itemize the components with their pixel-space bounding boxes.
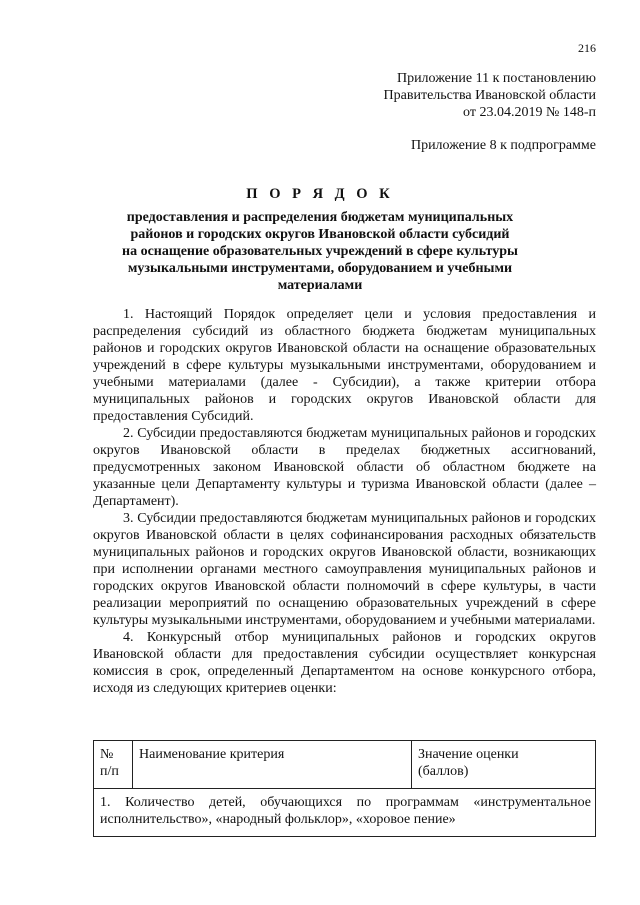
- header-num-cell: [94, 741, 133, 789]
- table-header-row: [94, 741, 596, 789]
- document-subtitle-line: музыкальными инструментами, оборудованием и учебными: [127, 261, 513, 276]
- table-row: [94, 789, 596, 837]
- header-name-cell: [133, 741, 412, 789]
- criteria-table: [93, 740, 596, 837]
- document-body: [93, 306, 596, 697]
- header-score-label: Значение оценки: [418, 747, 519, 762]
- appendix-header-line: Приложение 11 к постановлению: [396, 71, 596, 86]
- paragraph-4: 4. Конкурсный отбор муниципальных районов и городских округов Ивановской области для предоставления субсидии осуществляет конкурсная комиссия в срок, определенный Департаментом на основе конкурсного отбора, исходя из следующих критериев оценки:: [93, 630, 596, 696]
- document-title-block: [100, 186, 540, 294]
- header-score-label: (баллов): [418, 764, 469, 779]
- header-num-label: №: [100, 747, 114, 762]
- paragraph-1: 1. Настоящий Порядок определяет цели и условия предоставления и распределения субсидий из областного бюджета бюджетам муниципальных районов и городских округов Ивановской области на оснащение образовательных учреждений в сфере культуры музыкальными инструментами, оборудованием и учебными материалами (далее - Субсидии), а также критерии отбора муниципальных районов и городских округов Ивановской области для предоставления Субсидий.: [93, 307, 596, 424]
- criterion-cell: 1. Количество детей, обучающихся по программам «инструментальное исполнительство», «народный фольклор», «хоровое пение»: [94, 789, 596, 837]
- paragraph-3: 3. Субсидии предоставляются бюджетам муниципальных районов и городских округов Ивановской области в целях софинансирования расходных обязательств муниципальных районов и городских округов Ивановской области, возникающих при исполнении органами местного самоуправления муниципальных районов и городских округов Ивановской области полномочий в сфере культуры, в части реализации мероприятий по оснащению образовательных учреждений в сфере культуры музыкальными инструментами, оборудованием и учебными материалами.: [93, 511, 596, 628]
- document-subtitle-line: предоставления и распределения бюджетам муниципальных: [126, 210, 514, 225]
- header-num-label: п/п: [100, 764, 119, 779]
- header-name-label: Наименование критерия: [139, 747, 285, 762]
- header-score-cell: [412, 741, 596, 789]
- document-subtitle-line: материалами: [277, 278, 363, 293]
- paragraph-2: 2. Субсидии предоставляются бюджетам муниципальных районов и городских округов Ивановской области в пределах бюджетных ассигнований, предусмотренных законом Ивановской области об областном бюджете на указанные цели Департаменту культуры и туризма Ивановской области (далее – Департамент).: [93, 426, 596, 509]
- document-subtitle-line: районов и городских округов Ивановской области субсидий: [130, 227, 510, 242]
- appendix-header-line: от 23.04.2019 № 148-п: [463, 105, 596, 120]
- appendix-header-line: Правительства Ивановской области: [383, 88, 596, 103]
- appendix-header: [384, 70, 596, 121]
- appendix-subprogram: Приложение 8 к подпрограмме: [410, 138, 596, 153]
- page-number: 216: [578, 41, 596, 55]
- document-subtitle-line: на оснащение образовательных учреждений в сфере культуры: [122, 244, 518, 259]
- document-title: П О Р Я Д О К: [246, 186, 394, 202]
